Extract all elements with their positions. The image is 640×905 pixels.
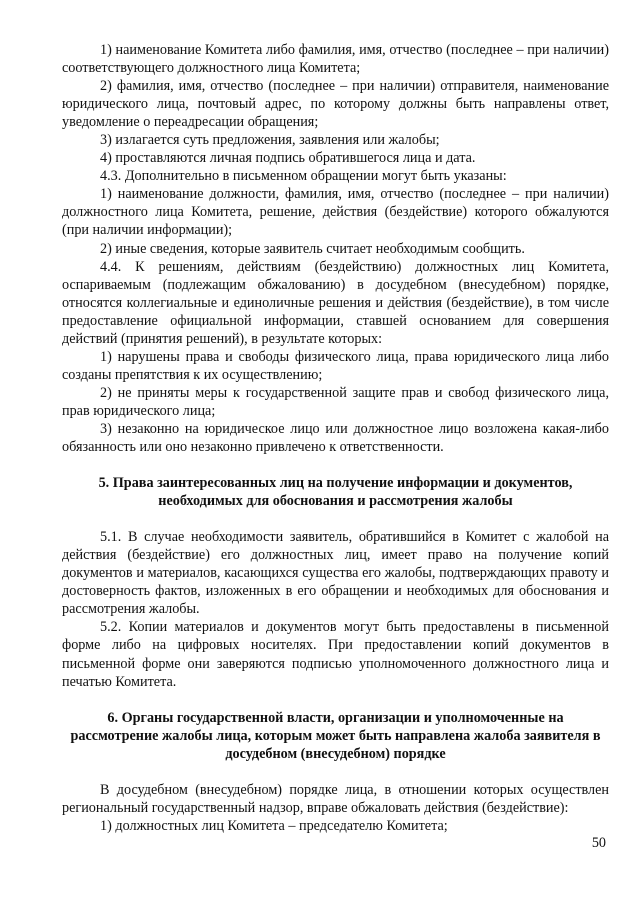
list-item-committee-name: 1) наименование Комитета либо фамилия, имя, отчество (последнее – при наличии) соответствующего должностного лица Комитета; <box>62 42 609 77</box>
paragraph-4-4: 4.4. К решениям, действиям (бездействию) должностных лиц Комитета, оспариваемым (подлежащим обжалованию) в досудебном (внесудебном) порядке, относятся коллегиальные и единоличные решения и действия (бездействие), в том числе предоставление официальной информации, ставшей основанием для совершения действий (принятия решений), в результате которых: <box>62 258 609 347</box>
paragraph-5-1: 5.1. В случае необходимости заявитель, обратившийся в Комитет с жалобой на действия (бездействие) его должностных лиц, имеет право на получение копий документов и материалов, касающихся существа его жалобы, подтверждающих правоту и достоверность фактов, изложенных в его обращении и необходимых для обоснования и рассмотрения жалобы. <box>62 529 609 618</box>
list-item-sender-name: 2) фамилия, имя, отчество (последнее – при наличии) отправителя, наименование юридического лица, почтовый адрес, по которому должны быть направлены ответ, уведомление о переадресации обращения; <box>62 78 609 131</box>
list-item-signature-date: 4) проставляются личная подпись обратившегося лица и дата. <box>100 150 476 167</box>
section-5-title: 5. Права заинтересованных лиц на получение информации и документов, необходимых для обоснования и рассмотрения жалобы <box>98 475 573 510</box>
paragraph-4-3: 4.3. Дополнительно в письменном обращении могут быть указаны: <box>100 168 507 185</box>
list-item-rights-violated: 1) нарушены права и свободы физического лица, права юридического лица либо созданы препятствия к их осуществлению; <box>62 348 609 383</box>
list-item-complaint-essence: 3) излагается суть предложения, заявления или жалобы; <box>100 132 440 149</box>
section-6-title: 6. Органы государственной власти, организации и уполномоченные на рассмотрение жалобы лица, которым может быть направлена жалоба заявителя в досудебном (внесудебном) порядке <box>70 709 601 762</box>
list-item-other-info: 2) иные сведения, которые заявитель считает необходимым сообщить. <box>100 240 525 257</box>
list-item-unlawful-duty: 3) незаконно на юридическое лицо или должностное лицо возложена какая-либо обязанность или оно незаконно привлечено к ответственности. <box>62 420 609 456</box>
paragraph-6-intro: В досудебном (внесудебном) порядке лица, в отношении которых осуществлен региональный государственный надзор, вправе обжаловать действия (бездействие): <box>62 781 609 816</box>
list-item-committee-officials: 1) должностных лиц Комитета – председателю Комитета; <box>100 817 448 834</box>
document-page <box>62 41 609 835</box>
list-item-no-protection: 2) не приняты меры к государственной защите прав и свобод физического лица, прав юридического лица; <box>62 384 609 419</box>
paragraph-5-2: 5.2. Копии материалов и документов могут быть предоставлены в письменной форме либо на цифровых носителях. При предоставлении копий документов в письменной форме они заверяются подписью уполномоченного должностного лица и печатью Комитета. <box>62 619 609 690</box>
list-item-official-position: 1) наименование должности, фамилия, имя, отчество (последнее – при наличии) должностного лица Комитета, решение, действия (бездействие) которого обжалуются (при наличии информации); <box>62 186 609 239</box>
page-number: 50 <box>591 835 606 851</box>
